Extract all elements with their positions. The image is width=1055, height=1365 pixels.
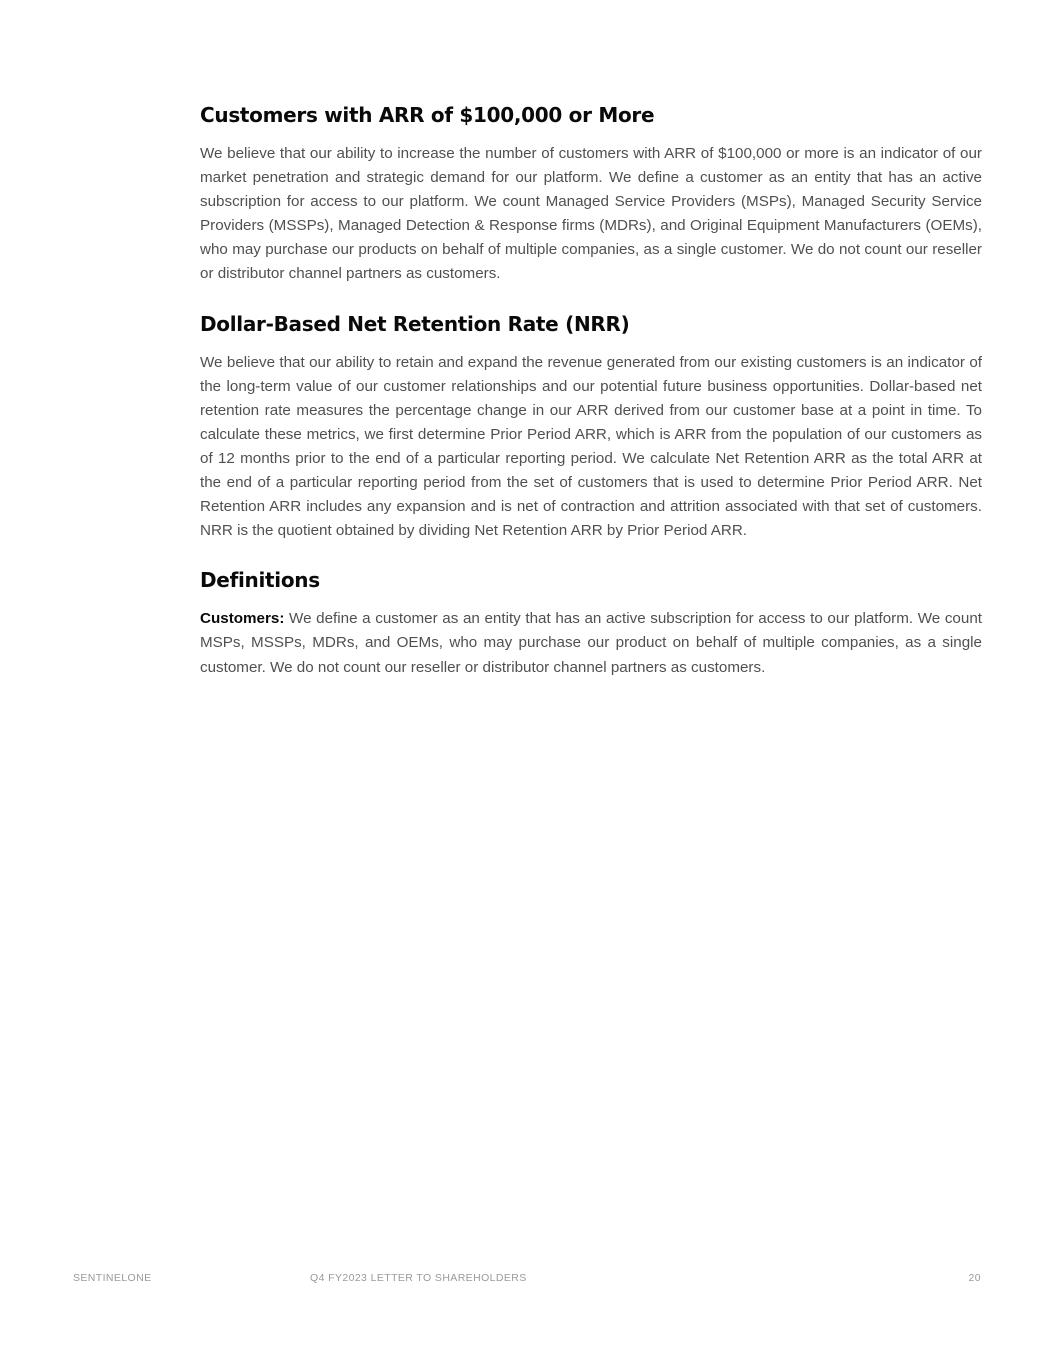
page-content [200, 100, 982, 702]
section-customers-arr [200, 100, 982, 287]
footer-company: SENTINELONE [73, 1272, 152, 1284]
footer-document-title: Q4 FY2023 LETTER TO SHAREHOLDERS [310, 1272, 527, 1284]
section-paragraph: We believe that our ability to increase the number of customers with ARR of $100,000 or more is an indicator of our market penetration and strategic demand for our platform. We define a customer as an entity that has an active subscription for access to our platform. We count Managed Service Providers (MSPs), Managed Security Service Providers (MSSPs), Managed Detection & Response firms (MDRs), and Original Equipment Manufacturers (OEMs), who may purchase our products on behalf of multiple companies, as a single customer. We do not count our reseller or distributor channel partners as customers. [200, 145, 982, 283]
definition-paragraph [200, 607, 982, 679]
section-nrr [200, 309, 982, 544]
section-heading: Dollar-Based Net Retention Rate (NRR) [200, 311, 630, 336]
footer-page-number: 20 [968, 1272, 981, 1284]
definition-term: Customers: [200, 610, 285, 628]
section-definitions [200, 565, 982, 679]
section-paragraph: We believe that our ability to retain and expand the revenue generated from our existing customers is an indicator of the long-term value of our customer relationships and our potential future business opportunities. Dollar-based net retention rate measures the percentage change in our ARR derived from our customer base at a point in time. To calculate these metrics, we first determine Prior Period ARR, which is ARR from the population of our customers as of 12 months prior to the end of a particular reporting period. We calculate Net Retention ARR as the total ARR at the end of a particular reporting period from the set of customers that is used to determine Prior Period ARR. Net Retention ARR includes any expansion and is net of contraction and attrition associated with that set of customers. NRR is the quotient obtained by dividing Net Retention ARR by Prior Period ARR. [200, 353, 982, 540]
definition-text: We define a customer as an entity that has an active subscription for access to our platform. We count MSPs, MSSPs, MDRs, and OEMs, who may purchase our product on behalf of multiple companies, as a single customer. We do not count our reseller or distributor channel partners as customers. [200, 610, 982, 676]
section-heading: Definitions [200, 568, 320, 593]
section-heading: Customers with ARR of $100,000 or More [200, 103, 655, 127]
